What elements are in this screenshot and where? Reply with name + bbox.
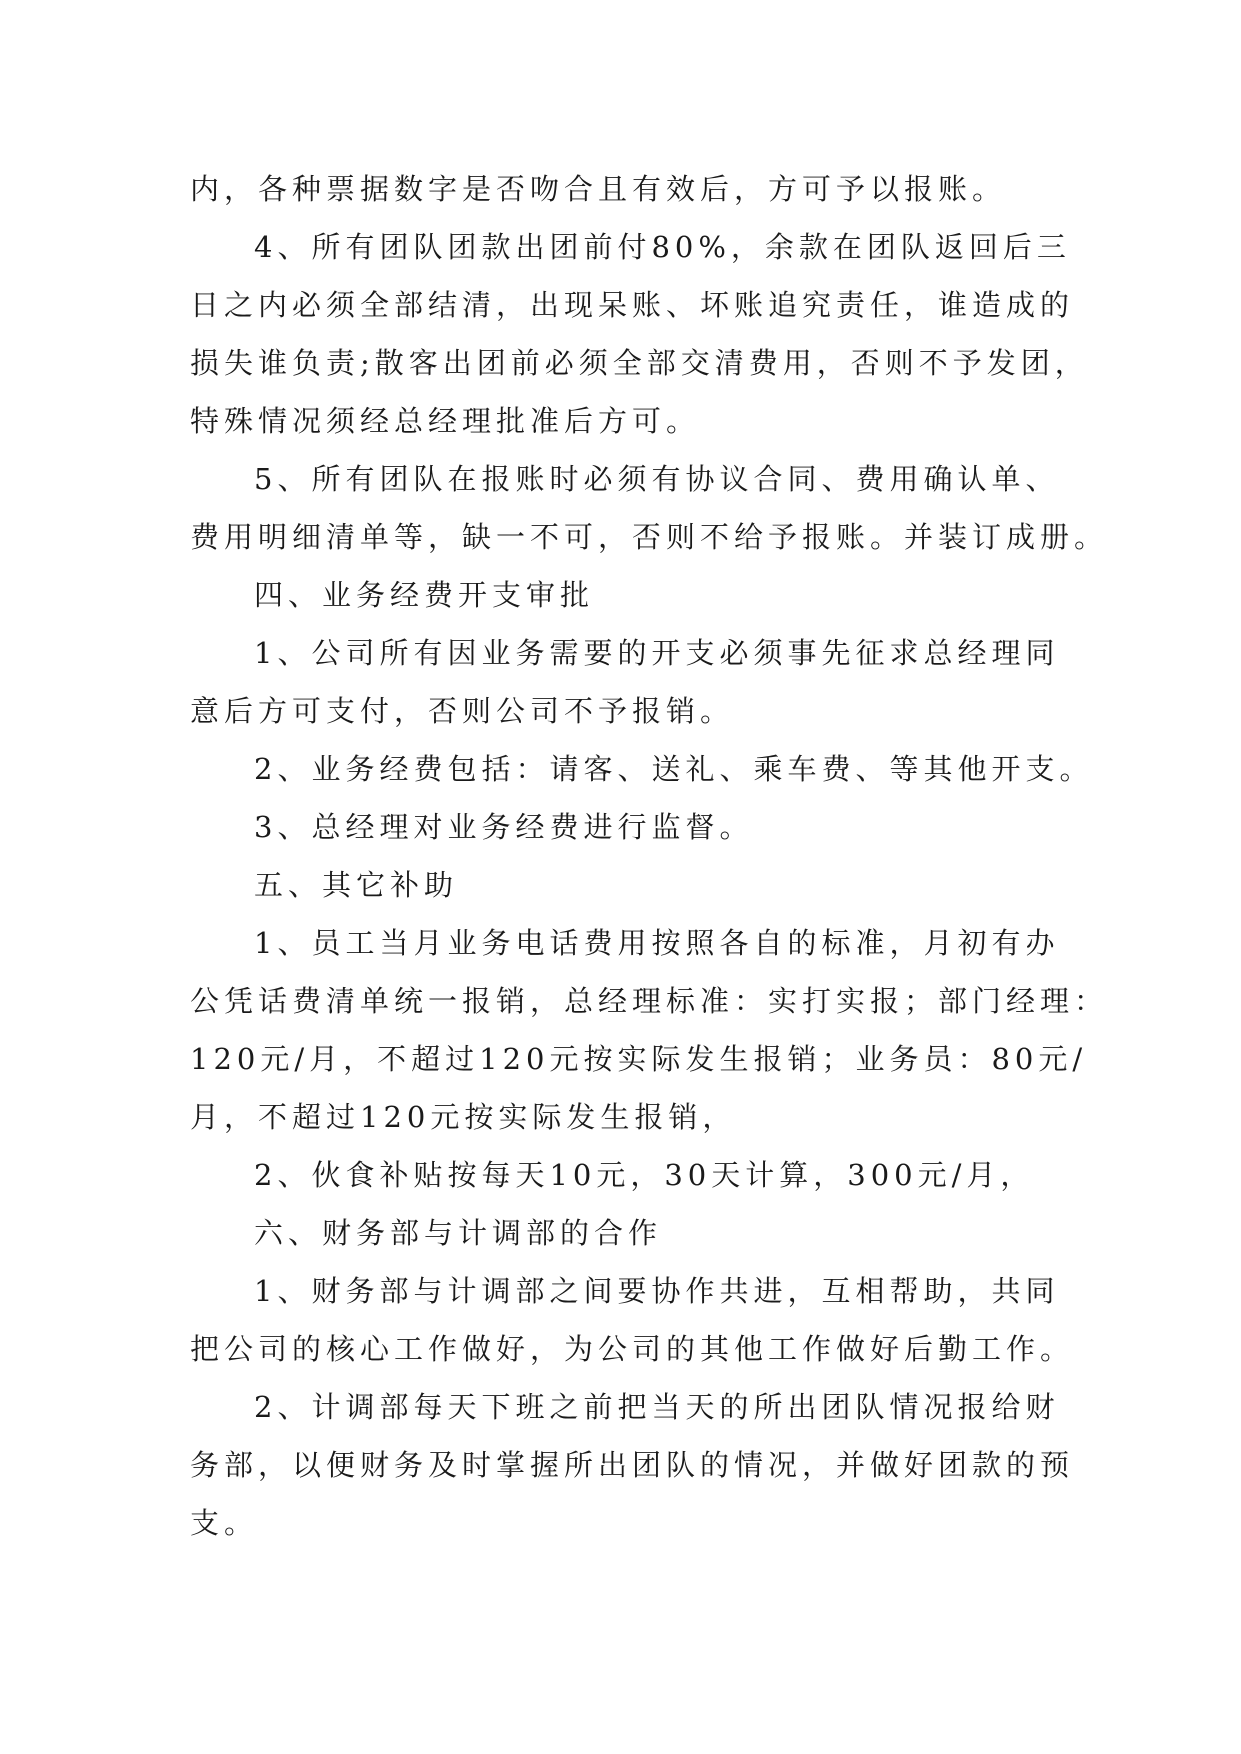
text-line: 内，各种票据数字是否吻合且有效后，方可予以报账。 [190,172,1007,206]
paragraph-start: 5、所有团队在报账时必须有协议合同、费用确认单、 [254,462,1060,496]
text-line: 费用明细清单等，缺一不可，否则不给予报账。并装订成册。 [190,520,1109,554]
paragraph-start: 3、总经理对业务经费进行监督。 [254,810,754,844]
paragraph-start: 2、业务经费包括：请客、送礼、乘车费、等其他开支。 [254,752,1094,786]
text-line: 损失谁负责;散客出团前必须全部交清费用，否则不予发团， [190,346,1089,380]
text-line: 意后方可支付，否则公司不予报销。 [190,694,735,728]
paragraph-start: 1、公司所有因业务需要的开支必须事先征求总经理同 [254,636,1060,670]
paragraph-start: 1、员工当月业务电话费用按照各自的标准，月初有办 [254,926,1060,960]
text-line: 把公司的核心工作做好，为公司的其他工作做好后勤工作。 [190,1332,1075,1366]
text-line: 特殊情况须经总经理批准后方可。 [190,404,701,438]
paragraph-start: 1、财务部与计调部之间要协作共进，互相帮助，共同 [254,1274,1060,1308]
section-heading: 六、财务部与计调部的合作 [254,1216,663,1250]
document-body [190,160,1109,1552]
text-line: 务部，以便财务及时掌握所出团队的情况，并做好团款的预 [190,1448,1075,1482]
text-line: 日之内必须全部结清，出现呆账、坏账追究责任，谁造成的 [190,288,1075,322]
text-line: 120元/月，不超过120元按实际发生报销；业务员：80元/ [190,1042,1088,1076]
section-heading: 五、其它补助 [254,868,459,902]
text-line: 支。 [190,1506,259,1540]
paragraph-start: 4、所有团队团款出团前付80%，余款在团队返回后三 [254,230,1071,264]
text-line: 月，不超过120元按实际发生报销， [190,1100,737,1134]
paragraph-start: 2、计调部每天下班之前把当天的所出团队情况报给财 [254,1390,1060,1424]
section-heading: 四、业务经费开支审批 [254,578,595,612]
paragraph-start: 2、伙食补贴按每天10元，30天计算，300元/月， [254,1158,1035,1192]
text-line: 公凭话费清单统一报销，总经理标准：实打实报；部门经理： [190,984,1109,1018]
